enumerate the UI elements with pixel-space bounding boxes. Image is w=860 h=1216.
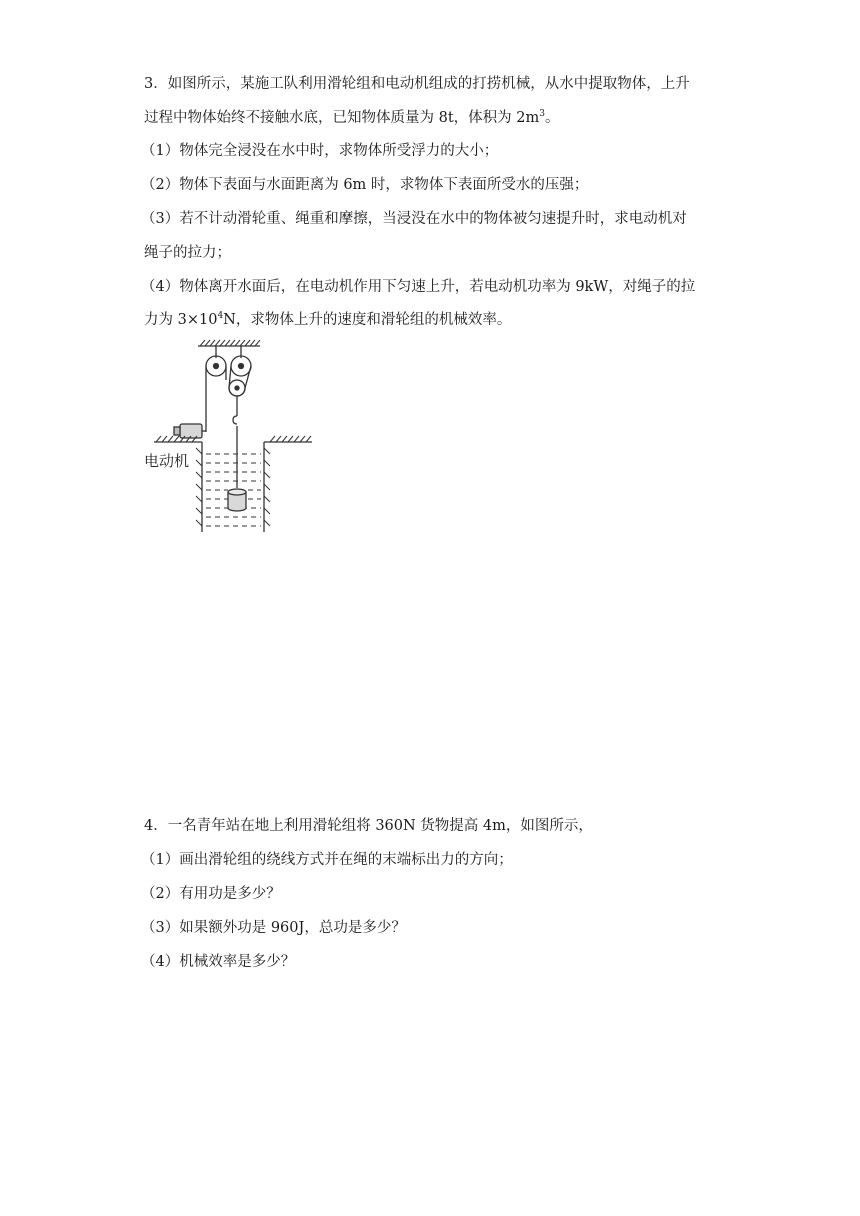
pulley-motor-diagram <box>140 336 330 536</box>
q3-stem-line2-text: 过程中物体始终不接触水底，已知物体质量为 8t，体积为 2m <box>144 110 540 126</box>
q4-part4: （4）机械效率是多少？ <box>141 954 296 970</box>
q4-part2: （2）有用功是多少？ <box>141 886 281 902</box>
q4-part3: （3）如果额外功是 960J，总功是多少？ <box>141 920 406 936</box>
motor-label: 电动机 <box>144 452 190 470</box>
q4-stem: 4．一名青年站在地上利用滑轮组将 360N 货物提高 4m，如图所示， <box>144 818 593 834</box>
q3-stem-line2-end: 。 <box>544 110 560 126</box>
q3-part4-text-end: N，求物体上升的速度和滑轮组的机械效率。 <box>223 312 512 328</box>
q3-part4-text: 力为 3×10 <box>144 312 218 328</box>
ceiling-hatch <box>200 340 260 346</box>
q3-stem-line1: 3．如图所示，某施工队利用滑轮组和电动机组成的打捞机械，从水中提取物体，上升 <box>144 76 690 92</box>
q4-part1: （1）画出滑轮组的绕线方式并在绳的末端标出力的方向； <box>141 852 513 868</box>
q3-part2: （2）物体下表面与水面距离为 6m 时，求物体下表面所受水的压强； <box>141 177 589 193</box>
motor-body <box>180 424 202 438</box>
q3-part4-line1: （4）物体离开水面后，在电动机作用下匀速上升，若电动机功率为 9kW，对绳子的拉 <box>141 279 696 295</box>
q3-volume-exponent: 3 <box>539 109 545 119</box>
q3-part1: （1）物体完全浸没在水中时，求物体所受浮力的大小； <box>141 143 499 159</box>
q3-part4-line2 <box>144 310 511 330</box>
q3-stem-line2 <box>144 108 559 128</box>
q3-part3-line2: 绳子的拉力； <box>144 245 231 261</box>
q3-force-exponent: 4 <box>217 311 224 321</box>
q3-part3-line1: （3）若不计动滑轮重、绳重和摩擦，当浸没在水中的物体被匀速提升时，求电动机对 <box>141 211 687 227</box>
